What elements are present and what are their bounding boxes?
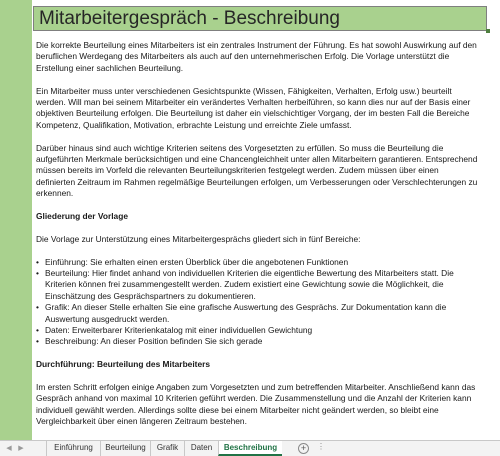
bullet-icon: • xyxy=(36,256,39,267)
list-item xyxy=(36,302,478,325)
add-sheet-icon[interactable]: + xyxy=(298,443,309,454)
scroll-tabs-right-icon[interactable]: ▶ xyxy=(18,445,24,452)
scroll-tabs-left-icon[interactable]: ◀ xyxy=(6,445,12,452)
bullet-icon: • xyxy=(36,302,39,313)
list-item-text: Einführung: Sie erhalten einen ersten Überblick über die angebotenen Funktionen xyxy=(45,256,349,267)
green-margin-bar xyxy=(0,0,32,440)
durchfuehrung-paragraph-1: Im ersten Schritt erfolgen einige Angaben zum Vorgesetzten und zum betreffenden Mitarbeiter. Anschließend kann das Gespräch anhand von maximal 10 Kriterien geführt werden. Die Zusammenstellung und die Anzahl der Kriterien kann individuell gewählt werden. Allerdings sollte diese bei einem Mitarbeiter nicht geändert werden, so bleibt eine Vergleichbarkeit über einen längeren Zeitraum bestehen. xyxy=(36,382,476,427)
list-item xyxy=(36,325,478,336)
gliederung-intro: Die Vorlage zur Unterstützung eines Mitarbeitergesprächs gliedert sich in fünf Bereiche: xyxy=(36,233,361,244)
more-options-icon[interactable]: ⋮ xyxy=(317,442,325,451)
list-item-text: Beschreibung: An dieser Position befinden Sie sich gerade xyxy=(45,336,263,347)
bullet-icon: • xyxy=(36,325,39,336)
intro-paragraph-2: Ein Mitarbeiter muss unter verschiedenen Gesichtspunkte (Wissen, Fähigkeiten, Verhalten, Erfolg usw.) beurteilt werden. Will man bei seinem Mitarbeiter ein verändertes Verhalten herbeiführen, so kann dies nur auf der Basis einer objektiven Beurteilung erfolgen. Die Beurteilung ist daher ein vielschichtiger Vorgang, der im besten Fall die Bereiche Kompetenz, Qualifikation, Motivation, erbrachte Leistung und erreichte Ziele umfasst. xyxy=(36,85,471,130)
list-item-text: Daten: Erweiterbarer Kriterienkatalog mit einer individuellen Gewichtung xyxy=(45,325,313,336)
list-item xyxy=(36,336,478,347)
tab-grafik[interactable]: Grafik xyxy=(150,441,184,456)
tab-beurteilung[interactable]: Beurteilung xyxy=(100,441,150,456)
list-item-text: Beurteilung: Hier findet anhand von individuellen Kriterien die eigentliche Bewertung des Mitarbeiters statt. Die Kriterien können frei zusammengestellt werden. Zudem existiert eine Gewichtung sowie die Möglichkeit, die Einschätzung des Gesprächspartners zu dokumentieren. xyxy=(45,268,454,301)
bullet-icon: • xyxy=(36,268,39,279)
selection-fill-handle[interactable] xyxy=(486,29,490,33)
tab-daten[interactable]: Daten xyxy=(184,441,218,456)
intro-paragraph-1: Die korrekte Beurteilung eines Mitarbeiters ist ein zentrales Instrument der Führung. Es hat sowohl Auswirkung auf den beruflichen Werdegang des Mitarbeiters als auch auf den unternehmerischen Erfolg. Die Vorlage unterstützt die Erstellung einer sachlichen Beurteilung. xyxy=(36,40,477,73)
list-item xyxy=(36,268,478,302)
tab-einfuehrung[interactable]: Einführung xyxy=(46,441,100,456)
tab-beschreibung[interactable]: Beschreibung xyxy=(218,441,282,456)
bullet-icon: • xyxy=(36,336,39,347)
section-heading-gliederung: Gliederung der Vorlage xyxy=(36,211,128,222)
intro-paragraph-3: Darüber hinaus sind auch wichtige Kriterien seitens des Vorgesetzten zu erfüllen. So muss die Beurteilung die aufgeführten Merkmale berücksichtigen und eine Chancengleichheit unter allen Mitarbeitern garantieren. Entsprechend müssen bereits im Vorfeld die relevanten Beurteilungskriterien festgelegt werden. Zudem müssen über einen definierten Zeitraum im Rahmen regelmäßige Beurteilungen erfolgen, um Verbesserungen oder Verschlechterungen zu erkennen. xyxy=(36,142,478,199)
page-title[interactable]: Mitarbeitergespräch - Beschreibung xyxy=(33,6,487,31)
sheet-tab-bar xyxy=(0,440,500,456)
section-list xyxy=(36,257,478,348)
description-text-block xyxy=(36,40,478,440)
list-item xyxy=(36,257,478,268)
section-heading-durchfuehrung: Durchführung: Beurteilung des Mitarbeiters xyxy=(36,359,211,370)
list-item-text: Grafik: An dieser Stelle erhalten Sie eine grafische Auswertung des Gesprächs. Zur Dokumentation kann die Auswertung ausgedruckt werden. xyxy=(45,302,447,324)
